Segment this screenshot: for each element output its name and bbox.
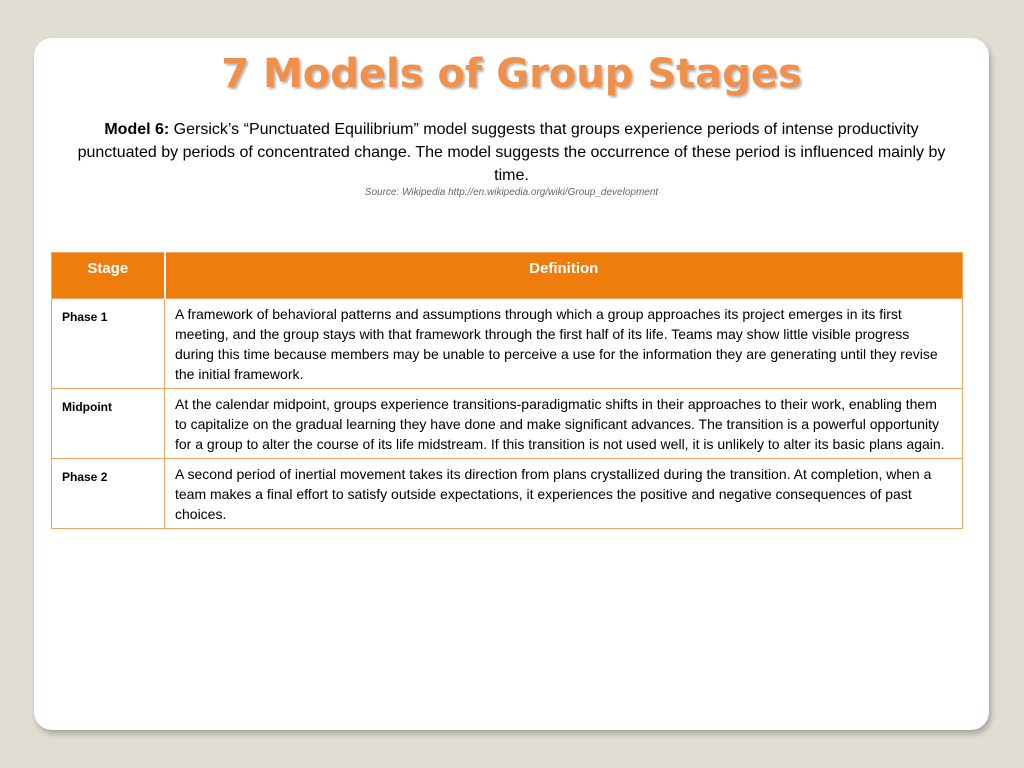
table-row	[52, 459, 963, 529]
stages-table	[51, 252, 963, 529]
model-description: Gersick’s “Punctuated Equilibrium” model suggests that groups experience periods of intense productivity punctuated by periods of concentrated change. The model suggests the occurrence of these period is influenced mainly by time.	[77, 121, 946, 184]
table-row	[52, 389, 963, 459]
intro-paragraph	[64, 118, 959, 187]
slide	[34, 38, 989, 730]
table-row	[52, 299, 963, 389]
model-label: Model 6:	[104, 121, 170, 138]
stage-cell: Phase 1	[52, 299, 165, 389]
header-stage: Stage	[52, 253, 165, 299]
header-definition: Definition	[165, 253, 963, 299]
page-title: 7 Models of Group Stages	[221, 51, 802, 97]
definition-cell: A second period of inertial movement takes its direction from plans crystallized during the transition. At completion, when a team makes a final effort to satisfy outside expectations, it experiences the positive and negative consequences of past choices.	[165, 459, 963, 529]
definition-cell: At the calendar midpoint, groups experience transitions-paradigmatic shifts in their approaches to their work, enabling them to capitalize on the gradual learning they have done and make significant advances. The transition is a powerful opportunity for a group to alter the course of its life midstream. If this transition is not used well, it is unlikely to alter its basic plans again.	[165, 389, 963, 459]
definition-cell: A framework of behavioral patterns and assumptions through which a group approaches its project emerges in its first meeting, and the group stays with that framework through the first half of its life. Teams may show little visible progress during this time because members may be unable to perceive a use for the information they are generating until they revise the initial framework.	[165, 299, 963, 389]
stage-cell: Midpoint	[52, 389, 165, 459]
table-header-row	[52, 253, 963, 299]
stage-cell: Phase 2	[52, 459, 165, 529]
source-citation: Source: Wikipedia http://en.wikipedia.org/wiki/Group_development	[364, 187, 659, 198]
